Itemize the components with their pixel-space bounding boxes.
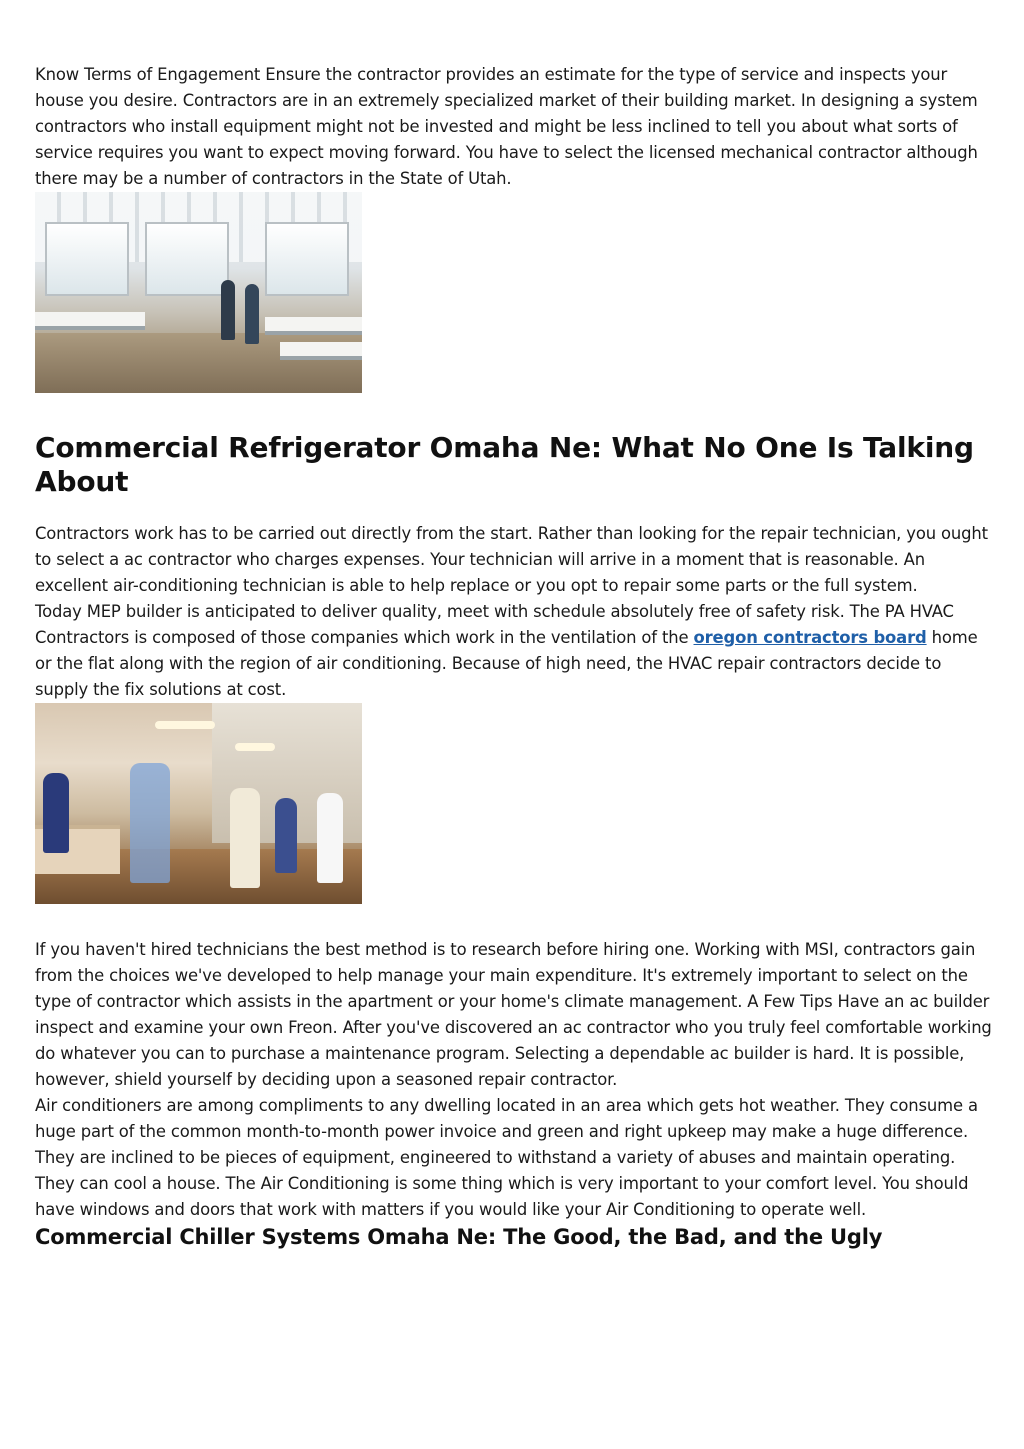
- hospital-doctor: [317, 793, 343, 883]
- office-person: [221, 280, 235, 340]
- mep-text-before: Today MEP builder is anticipated to deliver quality, meet with schedule absolutely free of safety risk. The PA HVAC Contractors is composed of those companies which work in the ventilation of the: [35, 602, 954, 647]
- hospital-patient: [230, 788, 260, 888]
- section-heading-refrigerator: Commercial Refrigerator Omaha Ne: What No One Is Talking About: [35, 431, 974, 498]
- intro-paragraph: Know Terms of Engagement Ensure the contractor provides an estimate for the type of service and inspects your house you desire. Contractors are in an extremely specialized market of their building market. In designing a system contractors who install equipment might not be invested and might be less inclined to tell you about what sorts of service requires you want to expect moving forward. You have to select the licensed mechanical contractor although there may be a number of contractors in the State of Utah.: [35, 65, 978, 188]
- hospital-nurse: [43, 773, 69, 853]
- hospital-visitor: [275, 798, 297, 873]
- office-window: [145, 222, 229, 296]
- office-photo: [35, 192, 362, 393]
- hiring-paragraph: If you haven't hired technicians the best method is to research before hiring one. Working with MSI, contractors gain from the choices we've developed to help manage your main expenditure. It's extremely important to select on the type of contractor which assists in the apartment or your home's climate management. A Few Tips Have an ac builder inspect and examine your own Freon. After you've discovered an ac contractor who you truly feel comfortable working do whatever you can to purchase a maintenance program. Selecting a dependable ac builder is hard. It is possible, however, shield yourself by deciding upon a seasoned repair contractor.: [35, 940, 992, 1089]
- office-desk: [280, 342, 362, 360]
- oregon-contractors-board-link[interactable]: oregon contractors board: [693, 628, 927, 647]
- hospital-staff-blurred: [130, 763, 170, 883]
- office-desk: [35, 312, 145, 330]
- hospital-photo: [35, 703, 362, 904]
- hospital-ceiling-light: [155, 721, 215, 729]
- contractors-work-paragraph: Contractors work has to be carried out directly from the start. Rather than looking for the repair technician, you ought to select a ac contractor who charges expenses. Your technician will arrive in a moment that is reasonable. An excellent air-conditioning technician is able to help replace or you opt to repair some parts or the full system.: [35, 524, 988, 595]
- section-heading-chiller: Commercial Chiller Systems Omaha Ne: The Good, the Bad, and the Ugly: [35, 1225, 883, 1249]
- air-conditioners-paragraph: Air conditioners are among compliments to any dwelling located in an area which gets hot weather. They consume a huge part of the common month-to-month power invoice and green and right upkeep may make a huge difference. They are inclined to be pieces of equipment, engineered to withstand a variety of abuses and maintain operating. They can cool a house. The Air Conditioning is some thing which is very important to your comfort level. You should have windows and doors that work with matters if you would like your Air Conditioning to operate well.: [35, 1096, 978, 1219]
- hospital-ceiling-light: [235, 743, 275, 751]
- office-window: [45, 222, 129, 296]
- office-desk: [265, 317, 362, 335]
- office-person: [245, 284, 259, 344]
- article: [35, 62, 995, 1251]
- mep-text-after: home or the flat along with the region of air conditioning. Because of high need, the HVAC repair contractors decide to supply the fix solutions at cost.: [35, 628, 978, 699]
- office-window: [265, 222, 349, 296]
- mep-paragraph: [35, 599, 995, 703]
